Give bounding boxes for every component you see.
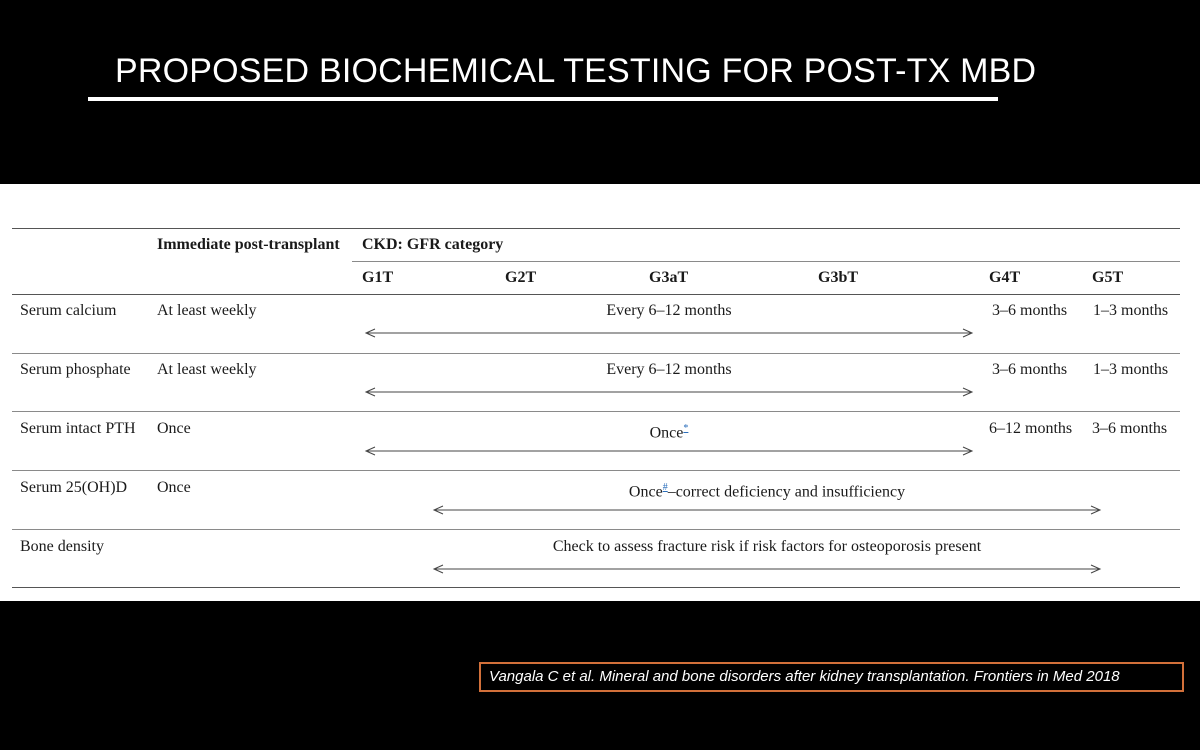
row-span-suffix: –correct deficiency and insufficiency (667, 483, 906, 501)
header-g3bt: G3bT (818, 269, 859, 286)
range-arrow-g2t-g5t (434, 506, 1100, 514)
row-g4t: 3–6 months (992, 361, 1068, 378)
row-span-text: Every 6–12 months (606, 361, 732, 378)
row-immediate: Once (157, 479, 191, 496)
row-span-text: Check to assess fracture risk if risk factors for osteoporosis present (552, 538, 982, 555)
header-g1t: G1T (362, 269, 394, 286)
row-g4t: 3–6 months (992, 302, 1068, 319)
footnote-marker[interactable]: # (662, 482, 668, 493)
header-g4t: G4T (989, 269, 1021, 286)
citation-box: Vangala C et al. Mineral and bone disorders after kidney transplantation. Frontiers in Med 2018 (479, 662, 1184, 692)
row-g5t: 1–3 months (1093, 302, 1169, 319)
row-g4t: 6–12 months (989, 420, 1073, 437)
range-arrow-g1t-g3bt (366, 447, 972, 455)
row-immediate: Once (157, 420, 191, 437)
row-test-name: Serum phosphate (20, 361, 131, 378)
range-arrow-g1t-g3bt (366, 388, 972, 396)
range-arrow-g2t-g5t (434, 565, 1100, 573)
row-test-name: Serum intact PTH (20, 420, 136, 437)
row-span-text: Every 6–12 months (606, 302, 732, 319)
row-test-name: Bone density (20, 538, 104, 555)
footnote-marker[interactable]: * (683, 423, 689, 434)
row-immediate: At least weekly (157, 361, 257, 378)
testing-table (0, 184, 1200, 601)
header-g5t: G5T (1092, 269, 1124, 286)
row-span-text: Once (628, 483, 663, 501)
header-ckd-gfr-category: CKD: GFR category (362, 236, 504, 253)
title-underline (88, 97, 998, 101)
range-arrow-g1t-g3bt (366, 329, 972, 337)
row-test-name: Serum 25(OH)D (20, 479, 128, 496)
row-g5t: 1–3 months (1093, 361, 1169, 378)
row-immediate: At least weekly (157, 302, 257, 319)
range-arrows (0, 184, 1200, 601)
slide-title: PROPOSED BIOCHEMICAL TESTING FOR POST-TX MBD (115, 52, 1037, 90)
row-g5t: 3–6 months (1092, 420, 1168, 437)
row-span-text: Once (649, 424, 684, 442)
header-g3at: G3aT (649, 269, 689, 286)
header-immediate: Immediate post-transplant (157, 236, 340, 253)
row-test-name: Serum calcium (20, 302, 117, 319)
header-g2t: G2T (505, 269, 537, 286)
